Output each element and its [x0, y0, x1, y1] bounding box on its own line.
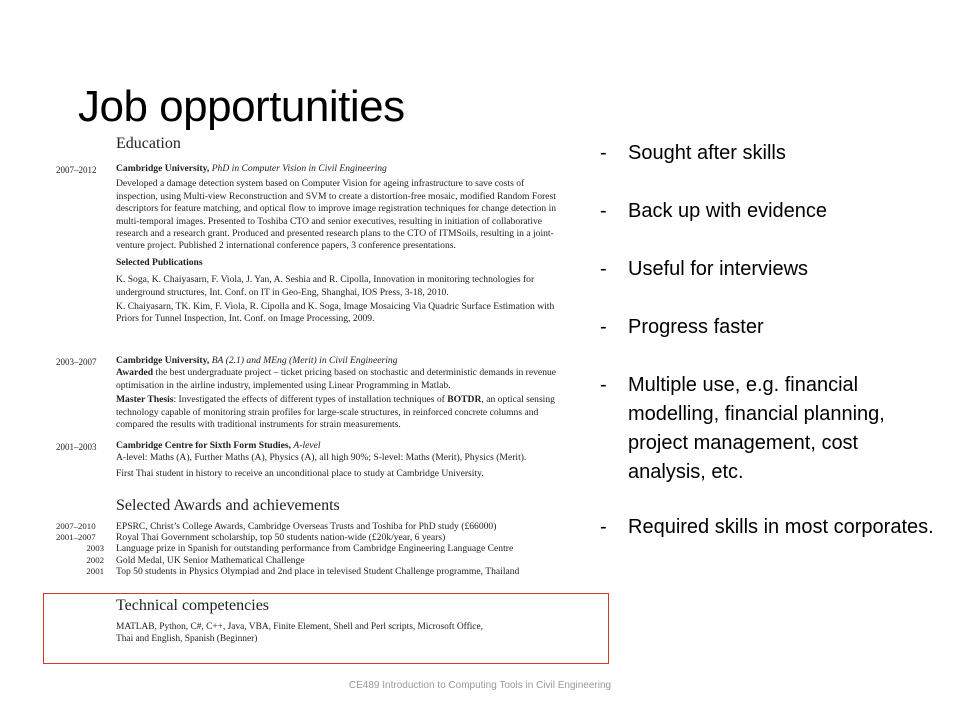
alevel-degree: A-level	[293, 440, 321, 451]
alevel-line-2: First Thai student in history to receive an unconditional place to study at Cambridge University.	[116, 467, 484, 479]
bullet-text: Progress faster	[628, 316, 764, 338]
bullet-dash: -	[600, 516, 607, 538]
award-text: Top 50 students in Physics Olympiad and 2nd place in televised Student Challenge programme, Thailand	[116, 565, 520, 577]
bullet-text: Back up with evidence	[628, 200, 828, 222]
award-text: Royal Thai Government scholarship, top 50 students nation-wide (£20k/year, 6 years)	[116, 532, 446, 544]
ba-dates: 2003–2007	[56, 357, 97, 367]
award-row	[56, 543, 576, 554]
award-text: EPSRC, Christ’s College Awards, Cambridge Overseas Trusts and Toshiba for PhD study (£66000)	[116, 521, 497, 532]
alevel-dates: 2001–2003	[56, 442, 97, 452]
education-heading: Education	[116, 135, 181, 152]
award-row	[56, 555, 576, 566]
award-date: 2007–2010	[56, 521, 96, 531]
alevel-heading	[116, 440, 564, 452]
award-date: 2001–2007	[56, 532, 96, 543]
ba-institution: Cambridge University,	[116, 355, 210, 366]
publications-heading: Selected Publications	[116, 256, 203, 268]
awards-heading: Selected Awards and achievements	[116, 497, 340, 514]
bullet-text: Required skills in most corporates.	[628, 516, 934, 538]
publication-1: K. Soga, K. Chaiyasarn, F. Viola, J. Yan, A. Seshia and R. Cipolla, Innovation in monitoring technologies for underground structures, Int. Conf. on IT in Geo-Eng, Shanghai, IOS Press, 3-18, 2010.	[116, 274, 535, 298]
ba-thesis-text-1: : Investigated the effects of different types of installation techniques of	[173, 394, 445, 406]
ba-thesis-bold: BOTDR	[447, 394, 482, 406]
publication-2: K. Chaiyasarn, TK. Kim, F. Viola, R. Cipolla and K. Soga, Image Mosaicing Via Quadric Surface Estimation with Priors for Tunnel Inspection, Int. Conf. on Image Processing, 2009.	[116, 301, 555, 325]
phd-heading	[116, 163, 564, 175]
bullet-dash: -	[600, 374, 607, 396]
ba-degree: BA (2.1) and MEng (Merit) in Civil Engineering	[211, 355, 398, 366]
slide-title: Job opportunities	[78, 82, 405, 131]
ba-awarded	[116, 367, 564, 392]
ba-thesis-label: Master Thesis	[116, 394, 174, 406]
ba-awarded-label: Awarded	[116, 367, 154, 379]
bullet-text: Sought after skills	[628, 142, 786, 164]
award-date: 2003	[86, 543, 104, 554]
highlight-box	[43, 593, 609, 664]
phd-dates: 2007–2012	[56, 165, 97, 175]
technical-heading: Technical competencies	[116, 597, 270, 614]
bullet-dash: -	[600, 200, 607, 222]
ba-thesis	[116, 394, 564, 431]
slide-footer: CE489 Introduction to Computing Tools in Civil Engineering	[348, 680, 612, 691]
award-text: Gold Medal, UK Senior Mathematical Challenge	[116, 554, 305, 566]
phd-degree: PhD in Computer Vision in Civil Engineering	[211, 163, 387, 174]
bullet-text: Multiple use, e.g. financial modelling, financial planning, project management, cost analysis, etc.	[628, 374, 885, 483]
award-text: Language prize in Spanish for outstanding performance from Cambridge Engineering Language Centre	[116, 543, 514, 555]
bullet-dash: -	[600, 316, 607, 338]
award-row	[56, 521, 576, 532]
award-row	[56, 532, 576, 543]
bullet-text: Useful for interviews	[628, 258, 809, 280]
alevel-institution: Cambridge Centre for Sixth Form Studies,	[116, 440, 291, 451]
phd-description: Developed a damage detection system based on Computer Vision for ageing infrastructure to save costs of inspection, using Multi-view Reconstruction and SVM to create a distortion-free mosaic, modified Random Forest descriptors for feature matching, and optical flow to improve image registration techniques for change detection in multi-temporal images. Presented to Toshiba CTO and senior executives, resulting in initiation of collaborative research and a research grant. Produced and presented research plans to the CTO of ITMSoils, resulting in a joint-venture project. Published 2 international conference papers, 3 conference presentations.	[116, 178, 557, 252]
ba-heading	[116, 355, 564, 367]
awards-list	[56, 521, 576, 577]
ba-thesis-text-2: , an optical sensing technology capable of monitoring strain profiles for large-scale structures, in reinforced concrete columns and compared the results with traditional instruments for strain measurements.	[116, 394, 555, 431]
bullet-dash: -	[600, 258, 607, 280]
award-row	[56, 566, 576, 577]
technical-line-1: MATLAB, Python, C#, C++, Java, VBA, Finite Element, Shell and Perl scripts, Microsoft Office,	[116, 622, 483, 632]
alevel-line-1: A-level: Maths (A), Further Maths (A), Physics (A), all high 90%; S-level: Maths (Merit), Physics (Merit).	[116, 452, 527, 464]
award-date: 2002	[86, 554, 104, 565]
phd-institution: Cambridge University,	[116, 163, 210, 174]
technical-line-2: Thai and English, Spanish (Beginner)	[116, 634, 258, 644]
ba-awarded-text: the best undergraduate project – ticket pricing based on stochastic and deterministic demands in revenue optimisation in the airline industry, implemented using Linear Programming in Matlab.	[116, 367, 557, 391]
award-date: 2001	[86, 565, 104, 576]
bullet-dash: -	[600, 142, 607, 164]
